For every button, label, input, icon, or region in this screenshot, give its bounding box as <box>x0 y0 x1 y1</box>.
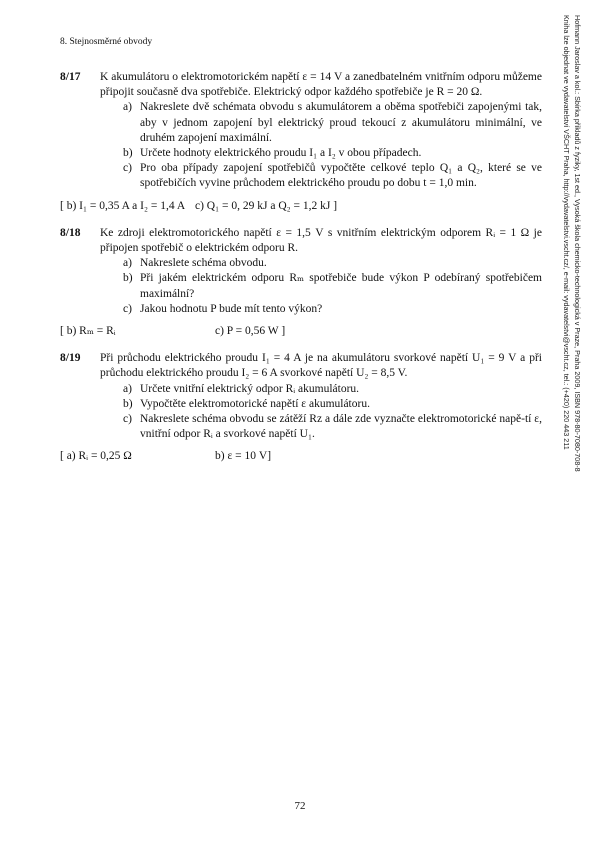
problem-8-17 <box>60 70 542 214</box>
answer-line <box>60 324 542 339</box>
answer-2: b) ε = 10 V] <box>215 450 272 463</box>
part-text: Nakreslete schéma obvodu. <box>140 257 267 270</box>
problem-number: 8/19 <box>60 352 81 365</box>
part-text: Pro oba případy zapojení spotřebičů vypočtěte celkové teplo Q₁ a Q₂, které se ve spotřebičích vyvine průchodem elektrického proudu po dobu t = 1,0 min. <box>140 162 542 190</box>
problem-part <box>60 161 542 191</box>
problem-text: Ke zdroji elektromotorického napětí ε = 1,5 V s vnitřním elektrickým odporem Rᵢ = 1 Ω je připojen spotřebič o elektrickém odporu R. <box>100 226 542 255</box>
problem-part <box>60 302 542 317</box>
part-label: c) <box>123 413 132 426</box>
problem-number: 8/18 <box>60 226 81 239</box>
part-label: b) <box>123 397 133 410</box>
running-header: 8. Stejnosměrné obvody <box>60 37 153 47</box>
part-text: Určete vnitřní elektrický odpor Rᵢ akumulátoru. <box>140 382 360 395</box>
part-label: a) <box>123 382 132 395</box>
side-citation <box>561 15 583 472</box>
part-label: c) <box>123 302 132 315</box>
problem-number: 8/17 <box>60 71 81 83</box>
answer-1: [ b) Rₘ = Rᵢ <box>60 325 116 338</box>
part-label: b) <box>123 272 133 285</box>
problem-part <box>60 271 542 301</box>
problem-list <box>60 70 542 477</box>
page-number: 72 <box>294 800 306 812</box>
part-label: a) <box>123 257 132 270</box>
part-text: Vypočtěte elektromotorické napětí ε akumulátoru. <box>140 397 370 410</box>
part-text: Nakreslete dvě schémata obvodu s akumulátorem a oběma spotřebiči zapojenými tak, aby v jednom zapojení byl elektrický proud tekoucí z akumulátoru minimální, ve druhém zapojení maximální. <box>140 101 542 144</box>
problem-8-18 <box>60 226 542 339</box>
problem-statement <box>60 70 542 100</box>
problem-part <box>60 256 542 271</box>
citation-line-1: Hofmann Jaroslav a kol.: Sbírka příkladů z fyziky, 1st ed., Vysoká škola chemicko-technologická v Praze, Praha 2009, ISBN 978-80-7080-708-8 <box>573 15 582 472</box>
problem-part <box>60 100 542 146</box>
answer-line <box>60 449 542 464</box>
problem-part <box>60 412 542 442</box>
part-text: Jakou hodnotu P bude mít tento výkon? <box>140 302 323 315</box>
part-text: Nakreslete schéma obvodu se zátěží Rz a dále zde vyznačte elektromotorické napě-tí ε, vnitřní odpor Rᵢ a svorkové napětí U₁. <box>140 413 542 441</box>
problem-8-19 <box>60 351 542 464</box>
problem-part <box>60 382 542 397</box>
problem-text: K akumulátoru o elektromotorickém napětí ε = 14 V a zanedbatelném vnitřním odporu můžeme připojit současně dva spotřebiče. Elektrický odpor každého spotřebiče je R = 20 Ω. <box>100 71 542 99</box>
citation-line-2: Kniha lze objednat ve vydavatelství VŠCHT Praha, http://vydavatelstvi.vscht.cz/, e-mail: vydavatelstvi@vscht.cz, tel.: (+420) 220 443 211 <box>562 15 571 450</box>
part-label: b) <box>123 147 133 160</box>
problem-statement <box>60 226 542 256</box>
answer-2: c) Q₁ = 0, 29 kJ a Q₂ = 1,2 kJ ] <box>195 199 338 212</box>
problem-part <box>60 146 542 161</box>
part-text: Určete hodnoty elektrického proudu I₁ a I₂ v obou případech. <box>140 147 422 160</box>
part-text: Při jakém elektrickém odporu Rₘ spotřebiče bude výkon P odebíraný spotřebičem maximální? <box>140 272 542 300</box>
problem-text: Při průchodu elektrického proudu I₁ = 4 A je na akumulátoru svorkové napětí U₁ = 9 V a při průchodu elektrického proudu I₂ = 6 A svorkové napětí U₂ = 8,5 V. <box>100 352 542 380</box>
answer-2: c) P = 0,56 W ] <box>215 325 286 338</box>
problem-part <box>60 397 542 412</box>
answer-line <box>60 199 542 214</box>
problem-statement <box>60 351 542 381</box>
answer-1: [ b) I₁ = 0,35 A a I₂ = 1,4 A <box>60 199 186 212</box>
part-label: c) <box>123 162 132 175</box>
part-label: a) <box>123 101 132 114</box>
answer-1: [ a) Rᵢ = 0,25 Ω <box>60 450 132 463</box>
